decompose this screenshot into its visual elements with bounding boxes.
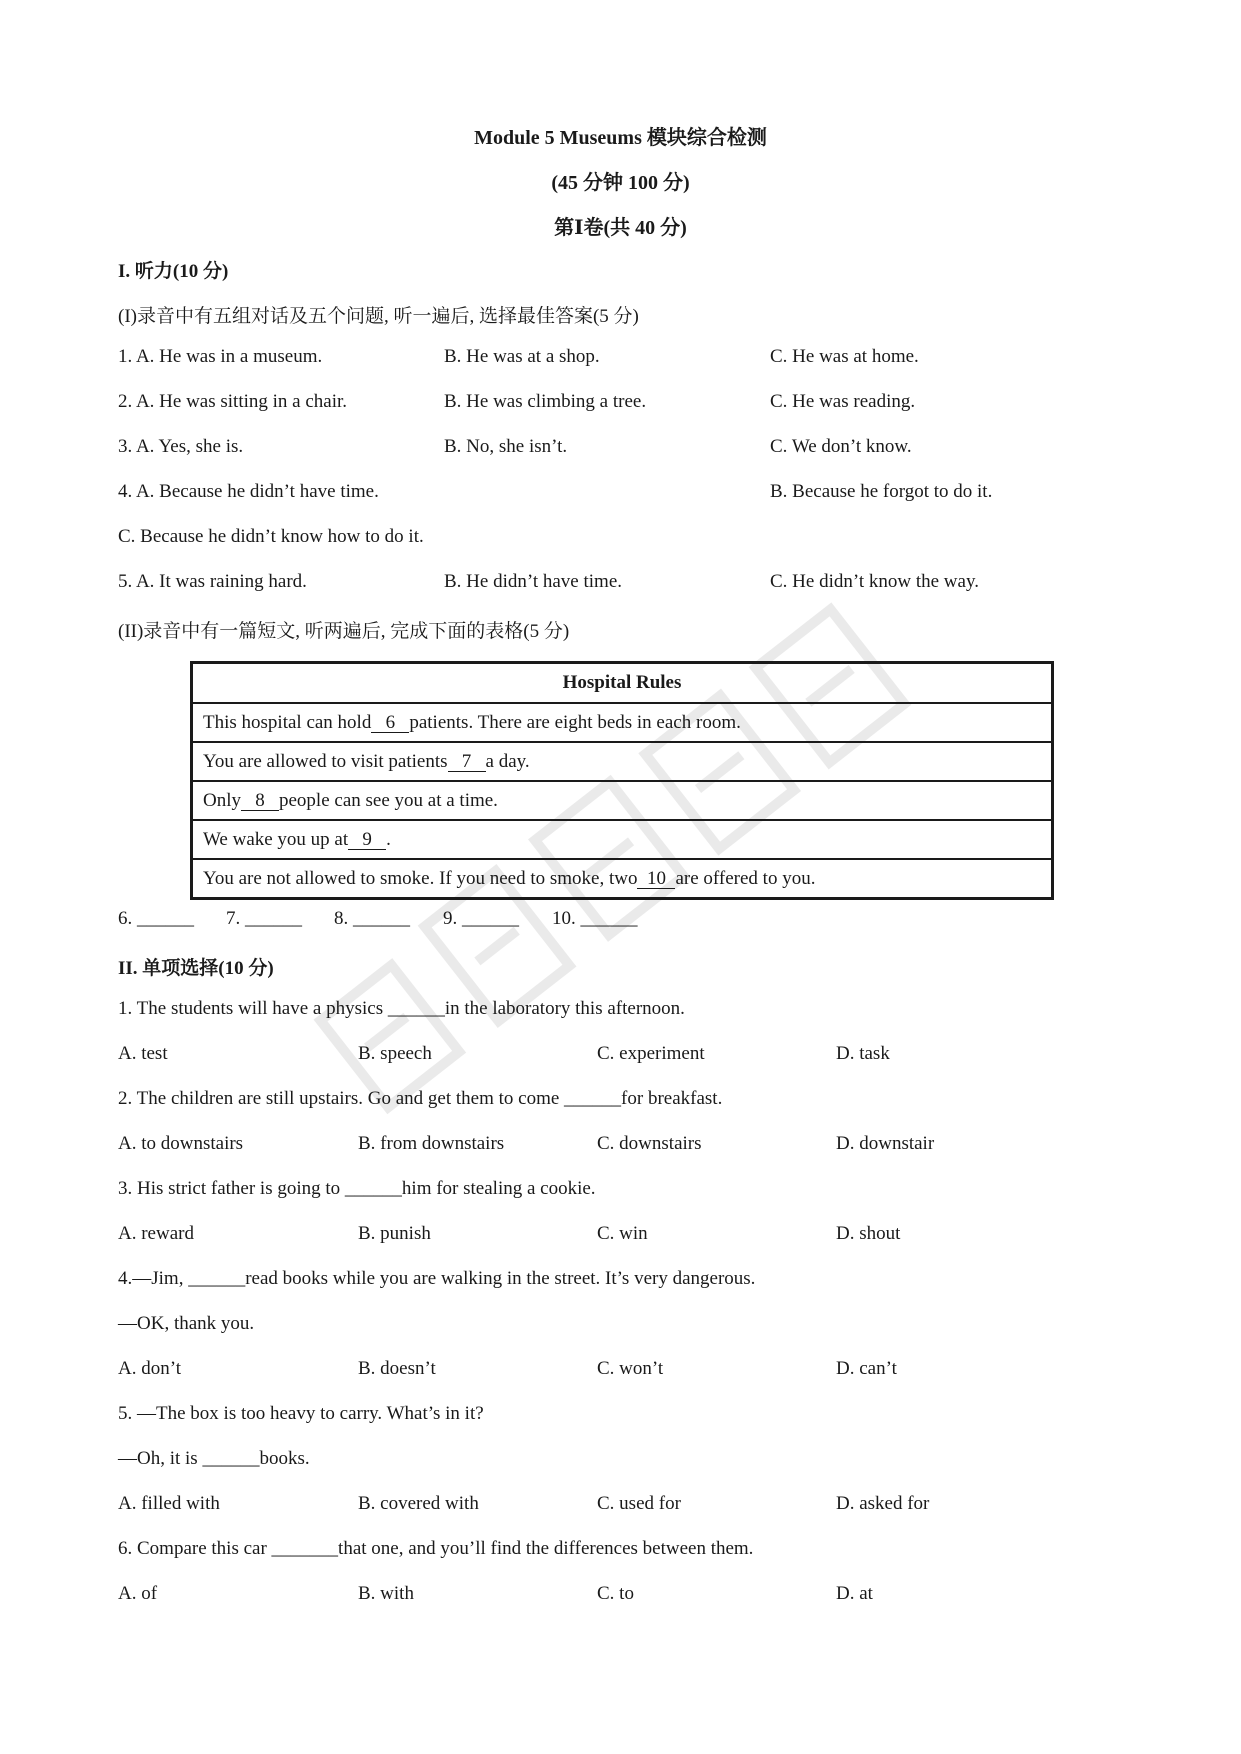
time-score-line: (45 分钟 100 分) (551, 172, 690, 194)
row-text-before: You are allowed to visit patients (203, 750, 448, 772)
hospital-rules-table (190, 661, 1054, 900)
listening-q3-option-a: 3. A. Yes, she is. (118, 436, 244, 457)
answer-slot-6[interactable]: 6. ______ (118, 908, 194, 929)
mc-q5-option-c[interactable]: C. used for (597, 1493, 681, 1514)
listening-part-1-instruction: (I)录音中有五组对话及五个问题, 听一遍后, 选择最佳答案(5 分) (118, 306, 639, 327)
answer-blank-7[interactable]: 7 (448, 752, 486, 772)
listening-q1-option-a: 1. A. He was in a museum. (118, 346, 323, 367)
mc-q4-option-b[interactable]: B. doesn’t (358, 1358, 436, 1379)
row-text-after: patients. There are eight beds in each room. (409, 711, 741, 733)
listening-q1-option-c: C. He was at home. (770, 346, 919, 367)
row-text-after: . (386, 828, 391, 850)
mc-q6-option-c[interactable]: C. to (597, 1583, 634, 1604)
table-row (192, 820, 1053, 859)
table-row (192, 703, 1053, 742)
listening-q1-option-b: B. He was at a shop. (444, 346, 600, 367)
row-text-after: people can see you at a time. (279, 789, 498, 811)
mc-q4-option-a[interactable]: A. don’t (118, 1358, 181, 1379)
listening-q5-option-b: B. He didn’t have time. (444, 571, 623, 592)
mc-q1-stem: 1. The students will have a physics ______in the laboratory this afternoon. (118, 998, 685, 1019)
listening-q5-option-a: 5. A. It was raining hard. (118, 571, 307, 592)
mc-q5-option-b[interactable]: B. covered with (358, 1493, 479, 1514)
listening-q3-option-b: B. No, she isn’t. (444, 436, 568, 457)
mc-q6-stem: 6. Compare this car _______that one, and you’ll find the differences between them. (118, 1538, 754, 1559)
mc-q4-reply: —OK, thank you. (118, 1313, 255, 1334)
listening-q2-option-b: B. He was climbing a tree. (444, 391, 647, 412)
answer-blank-9[interactable]: 9 (348, 830, 386, 850)
mc-q2-stem: 2. The children are still upstairs. Go and get them to come ______for breakfast. (118, 1088, 723, 1109)
mc-q4-stem: 4.—Jim, ______read books while you are walking in the street. It’s very dangerous. (118, 1268, 756, 1289)
mc-q4-option-c[interactable]: C. won’t (597, 1358, 664, 1379)
section-2-heading: II. 单项选择(10 分) (118, 958, 274, 979)
mc-q5-option-a[interactable]: A. filled with (118, 1493, 220, 1514)
mc-q5-stem: 5. —The box is too heavy to carry. What’s in it? (118, 1403, 484, 1424)
mc-q3-option-b[interactable]: B. punish (358, 1223, 431, 1244)
row-text-before: You are not allowed to smoke. If you need to smoke, two (203, 867, 638, 889)
table-row (192, 781, 1053, 820)
mc-q3-option-d[interactable]: D. shout (836, 1223, 901, 1244)
table-row (192, 742, 1053, 781)
mc-q4-option-d[interactable]: D. can’t (836, 1358, 897, 1379)
listening-q4-option-a: 4. A. Because he didn’t have time. (118, 481, 379, 502)
listening-q4-option-c: C. Because he didn’t know how to do it. (118, 526, 424, 547)
table-row (192, 859, 1053, 899)
mc-q6-option-d[interactable]: D. at (836, 1583, 873, 1604)
listening-q5-option-c: C. He didn’t know the way. (770, 571, 979, 592)
row-text-before: We wake you up at (203, 828, 349, 850)
row-text-before: This hospital can hold (203, 711, 372, 733)
listening-q2-option-c: C. He was reading. (770, 391, 916, 412)
listening-q2-option-a: 2. A. He was sitting in a chair. (118, 391, 348, 412)
answer-slot-8[interactable]: 8. ______ (334, 908, 410, 929)
volume-heading: 第Ⅰ卷(共 40 分) (554, 217, 687, 239)
mc-q5-reply: —Oh, it is ______books. (118, 1448, 310, 1469)
mc-q3-option-c[interactable]: C. win (597, 1223, 648, 1244)
row-text-before: Only (203, 789, 241, 811)
listening-part-2-instruction: (II)录音中有一篇短文, 听两遍后, 完成下面的表格(5 分) (118, 621, 570, 642)
mc-q1-option-a[interactable]: A. test (118, 1043, 168, 1064)
mc-q6-option-a[interactable]: A. of (118, 1583, 158, 1604)
row-text-after: a day. (485, 750, 530, 772)
mc-q2-option-b[interactable]: B. from downstairs (358, 1133, 505, 1154)
mc-q1-option-d[interactable]: D. task (836, 1043, 890, 1064)
answer-blank-10[interactable]: 10 (637, 869, 675, 889)
mc-q3-stem: 3. His strict father is going to ______him for stealing a cookie. (118, 1178, 596, 1199)
answer-slot-7[interactable]: 7. ______ (226, 908, 302, 929)
mc-q6-option-b[interactable]: B. with (358, 1583, 414, 1604)
mc-q5-option-d[interactable]: D. asked for (836, 1493, 930, 1514)
mc-q1-option-b[interactable]: B. speech (358, 1043, 432, 1064)
table-title: Hospital Rules (562, 672, 682, 693)
listening-q4-option-b: B. Because he forgot to do it. (770, 481, 993, 502)
mc-q2-option-c[interactable]: C. downstairs (597, 1133, 702, 1154)
answer-slot-10[interactable]: 10. ______ (552, 908, 638, 929)
answer-slot-9[interactable]: 9. ______ (443, 908, 519, 929)
mc-q2-option-a[interactable]: A. to downstairs (118, 1133, 244, 1154)
mc-q2-option-d[interactable]: D. downstair (836, 1133, 935, 1154)
mc-q1-option-c[interactable]: C. experiment (597, 1043, 705, 1064)
mc-q3-option-a[interactable]: A. reward (118, 1223, 194, 1244)
row-text-after: are offered to you. (675, 867, 816, 889)
page-title: Module 5 Museums 模块综合检测 (474, 127, 767, 149)
section-1-heading: I. 听力(10 分) (118, 261, 229, 282)
listening-q3-option-c: C. We don’t know. (770, 436, 912, 457)
answer-blank-6[interactable]: 6 (371, 713, 409, 733)
table-header-row (192, 663, 1053, 704)
answer-blank-8[interactable]: 8 (241, 791, 279, 811)
